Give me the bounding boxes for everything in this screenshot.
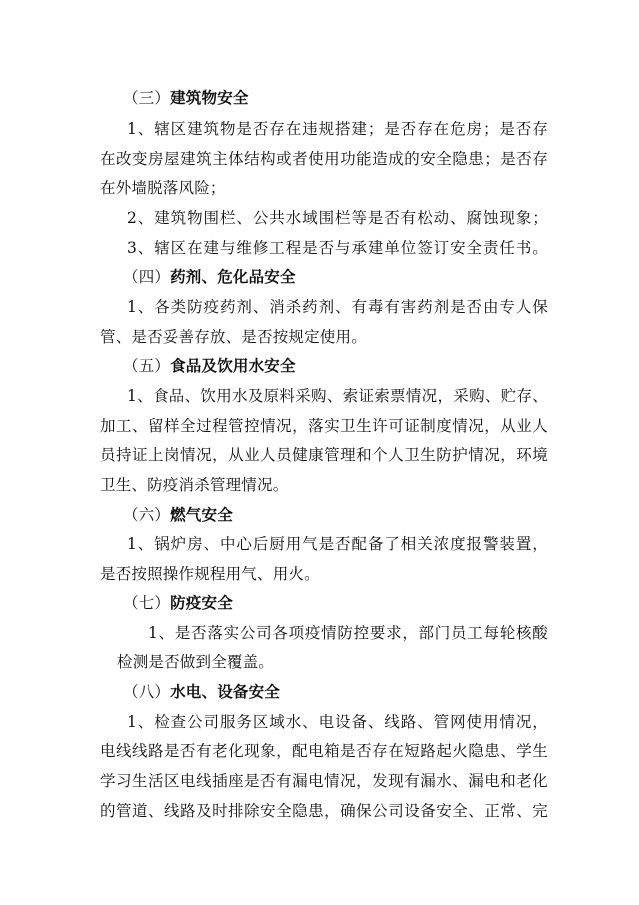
paragraph-line: 2、建筑物围栏、公共水域围栏等是否有松动、腐蚀现象； [127,209,548,227]
paragraph-line: 加工、留样全过程管控情况，落实卫生许可证制度情况，从业人 [100,417,548,435]
section-heading-8 [123,682,573,702]
section-heading-8-text: 水电、设备安全 [170,682,281,701]
paragraph-line: 检测是否做到全覆盖。 [117,653,275,671]
paragraph-line: 1、锅炉房、中心后厨用气是否配备了相关浓度报警装置， [127,535,548,553]
paragraph-line: 1、各类防疫药剂、消杀药剂、有毒有害药剂是否由专人保 [127,298,548,316]
section-heading-8-num: （八） [123,683,171,701]
section-heading-4-text: 药剂、危化品安全 [170,267,296,286]
paragraph-line: 学习生活区电线插座是否有漏电情况，发现有漏水、漏电和老化 [100,772,548,790]
paragraph-line: 在改变房屋建筑主体结构或者使用功能造成的安全隐患；是否存 [100,150,548,168]
section-heading-4 [123,267,573,287]
paragraph-line: 是否按照操作规程用气、用火。 [100,565,320,583]
section-heading-7-text: 防疫安全 [170,593,233,612]
section-heading-3-text: 建筑物安全 [170,88,249,107]
section-heading-7-num: （七） [123,594,171,612]
section-heading-5-text: 食品及饮用水安全 [170,356,296,375]
section-heading-5-num: （五） [123,357,171,375]
paragraph-line: 员持证上岗情况，从业人员健康管理和个人卫生防护情况，环境 [100,446,548,464]
paragraph-line: 1、食品、饮用水及原料采购、索证索票情况，采购、贮存、 [127,387,548,405]
section-heading-5 [123,356,573,376]
section-heading-7 [123,593,573,613]
paragraph-line: 1、检查公司服务区域水、电设备、线路、管网使用情况， [127,713,548,731]
paragraph-line: 1、辖区建筑物是否存在违规搭建；是否存在危房；是否存 [127,120,548,138]
section-heading-6-num: （六） [123,506,171,524]
paragraph-line: 卫生、防疫消杀管理情况。 [100,476,289,494]
paragraph-line: 在外墙脱落风险； [100,179,226,197]
paragraph-line: 3、辖区在建与维修工程是否与承建单位签订安全责任书。 [127,239,548,257]
section-heading-3 [123,88,573,108]
section-heading-4-num: （四） [123,268,171,286]
section-heading-6 [123,505,573,525]
paragraph-line: 1、是否落实公司各项疫情防控要求，部门员工每轮核酸 [148,624,548,642]
section-heading-3-num: （三） [123,89,171,107]
paragraph-line: 管、是否妥善存放、是否按规定使用。 [100,328,367,346]
paragraph-line: 电线线路是否有老化现象，配电箱是否存在短路起火隐患、学生 [100,742,548,760]
section-heading-6-text: 燃气安全 [170,505,233,524]
paragraph-line: 的管道、线路及时排除安全隐患，确保公司设备安全、正常、完 [100,802,548,820]
